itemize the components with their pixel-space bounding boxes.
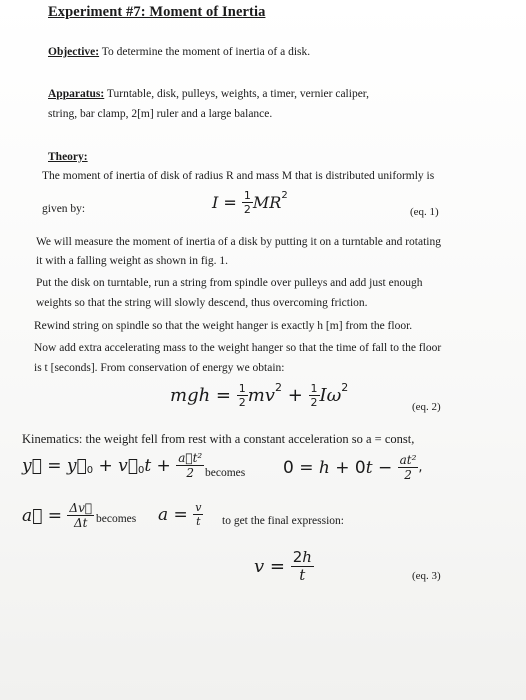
page-title: Experiment #7: Moment of Inertia [48, 4, 266, 20]
apparatus-line-2: string, bar clamp, 2[m] ruler and a large balance. [48, 108, 273, 120]
paragraph-line-1: We will measure the moment of inertia of a disk by putting it on a turntable and rotating [36, 236, 441, 248]
apparatus-text-1: Turntable, disk, pulleys, weights, a timer, vernier caliper, [106, 88, 370, 100]
eq3-label: (eq. 3) [412, 570, 441, 582]
paragraph-line-2: it with a falling weight as shown in fig. 1. [36, 255, 228, 267]
final-expression-text: to get the final expression: [222, 515, 344, 527]
objective-text: To determine the moment of inertia of a disk. [101, 46, 311, 58]
apparatus-line-1 [48, 88, 369, 100]
given-by-text: given by: [42, 203, 86, 215]
equation-2: mgh = $\frac{1}{2}$ mv 2 + $\frac{1}{2}$ Iω 2 [170, 381, 349, 409]
becomes-text-1: becomes [205, 467, 246, 479]
paragraph-line-6: Now add extra accelerating mass to the weight hanger so that the time of fall to the floor [34, 342, 442, 354]
kinematics-equation-3: a⃗ = $\frac{\Delta v⃗}{\Delta t}$ [22, 501, 93, 530]
equation-3: v = $\frac{2h}{t}$ [254, 548, 312, 584]
becomes-text-2: becomes [96, 513, 137, 525]
kinematics-equation-2: 0 = h + 0 t − $\frac{\text{at²}}{2}$ , [283, 453, 423, 482]
objective-label: Objective: [48, 46, 100, 58]
apparatus-label: Apparatus: [48, 88, 105, 100]
eq1-label: (eq. 1) [410, 206, 439, 218]
paragraph-line-7: is t [seconds]. From conservation of energy we obtain: [34, 362, 285, 374]
kinematics-equation-1: y⃗ = y⃗ 0 + v⃗ 0 t + $\frac{\text{a⃗t²}}{2}$ [22, 451, 203, 480]
theory-label: Theory: [48, 151, 88, 163]
theory-line-1: The moment of inertia of disk of radius R and mass M that is distributed uniformly is [42, 170, 435, 182]
kinematics-equation-4: a = $\frac{v}{t}$ [158, 501, 202, 528]
eq2-label: (eq. 2) [412, 401, 441, 413]
paragraph-line-3: Put the disk on turntable, run a string from spindle over pulleys and add just enough [36, 277, 423, 289]
objective-line [48, 46, 310, 58]
paragraph-line-4: weights so that the string will slowly descend, thus overcoming friction. [36, 297, 368, 309]
paragraph-line-5: Rewind string on spindle so that the weight hanger is exactly h [m] from the floor. [34, 320, 413, 332]
kinematics-line: Kinematics: the weight fell from rest with a constant acceleration so a = const, [22, 432, 415, 446]
equation-1: I = $\frac{1}{2}$ MR 2 [212, 189, 288, 216]
